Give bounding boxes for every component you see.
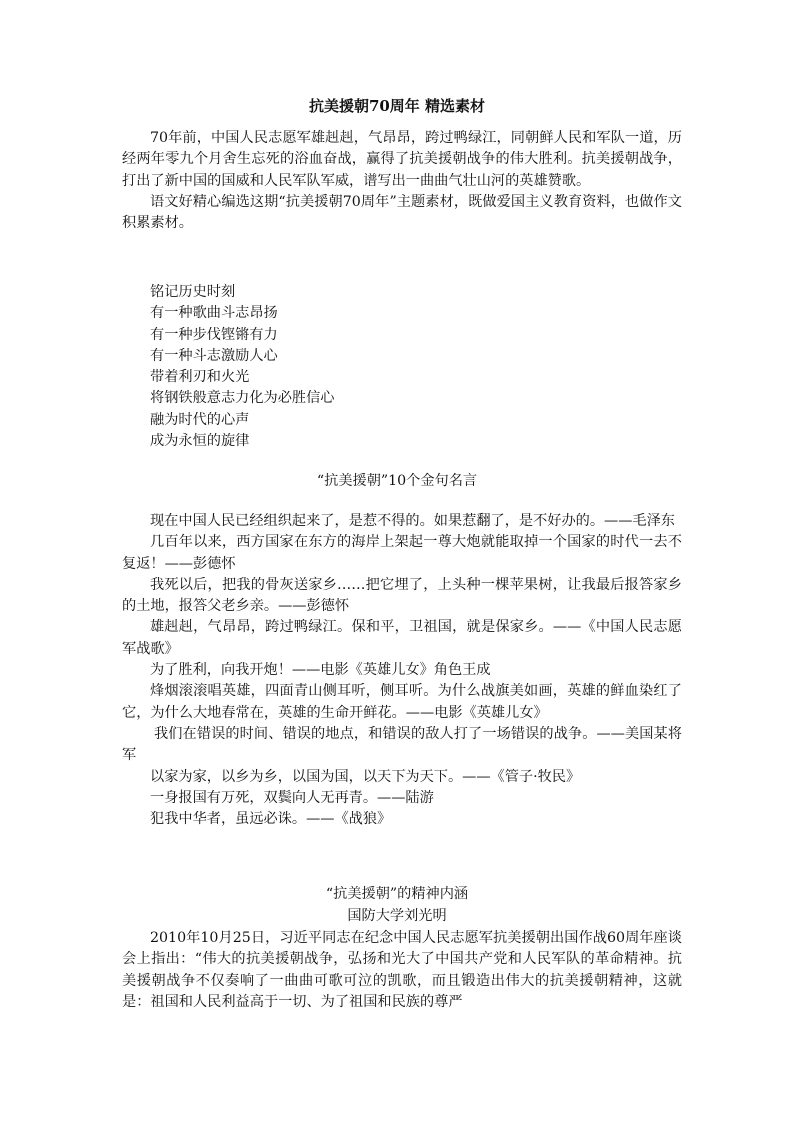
intro-paragraph: 语文好精心编选这期“抗美援朝70周年”主题素材，既做爱国主义教育资料，也做作文积累素材。 [122,193,682,232]
quote-item: 一身报国有万死，双鬓向人无再青。——陆游 [150,789,434,806]
quote-item: 我死以后，把我的骨灰送家乡……把它埋了，上头种一棵苹果树，让我最后报答家乡的土地，报答父老乡亲。——彭德怀 [122,576,682,615]
poem-line: 有一种斗志激励人心 [150,347,278,364]
intro-paragraph: 70年前，中国人民志愿军雄赳赳，气昂昂，跨过鸭绿江，同朝鲜人民和军队一道，历经两年零九个月舍生忘死的浴血奋战，赢得了抗美援朝战争的伟大胜利。抗美援朝战争，打出了新中国的国威和人民军队军威，谱写出一曲曲气壮山河的英雄赞歌。 [122,130,682,189]
poem-line: 融为时代的心声 [150,411,250,428]
quote-item: 烽烟滚滚唱英雄，四面青山侧耳听，侧耳听。为什么战旗美如画，英雄的鲜血染红了它，为什么大地春常在，英雄的生命开鲜花。——电影《英雄儿女》 [122,683,682,721]
spirit-section [122,928,682,1013]
poem-block [150,282,334,452]
spirit-heading: “抗美援朝”的精神内涵 [325,886,469,902]
poem-line: 铭记历史时刻 [150,284,236,300]
poem-line: 有一种步伐铿锵有力 [150,326,278,343]
quotes-section [122,511,682,830]
spirit-paragraph: 2010年10月25日，习近平同志在纪念中国人民志愿军抗美援朝出国作战60周年座谈会上指出：“伟大的抗美援朝战争，弘扬和光大了中国共产党和人民军队的革命精神。抗美援朝战争不仅奏响了一曲曲可歌可泣的凯歌，而且锻造出伟大的抗美援朝精神，这就是：祖国和人民利益高于一切、为了祖国和民族的尊严 [122,930,682,1010]
quote-item: 雄赳赳，气昂昂，跨过鸭绿江。保和平，卫祖国，就是保家乡。——《中国人民志愿军战歌》 [122,619,682,657]
quote-item: 犯我中华者，虽远必诛。——《战狼》 [150,811,392,828]
quote-item: 以家为家，以乡为乡，以国为国，以天下为天下。——《管子·牧民》 [150,768,581,785]
poem-line: 有一种歌曲斗志昂扬 [150,305,278,322]
quotes-heading: “抗美援朝”10个金句名言 [316,473,478,489]
quote-item: 现在中国人民已经组织起来了，是惹不得的。如果惹翻了，是不好办的。——毛泽东 [150,513,675,529]
quote-item: 几百年以来，西方国家在东方的海岸上架起一尊大炮就能取掉一个国家的时代一去不复返！——彭德怀 [122,534,682,572]
poem-line: 成为永恒的旋律 [150,433,250,450]
intro-section [122,128,682,234]
quote-item: 为了胜利，向我开炮！——电影《英雄儿女》角色王成 [150,662,491,679]
quote-item: 我们在错误的时间、错误的地点，和错误的敌人打了一场错误的战争。——美国某将军 [122,725,682,764]
poem-line: 带着利刃和火光 [150,369,250,386]
poem-line: 将钢铁般意志力化为必胜信心 [150,390,335,407]
spirit-author: 国防大学刘光明 [347,908,447,924]
document-title: 抗美援朝70周年 精选素材 [308,97,486,115]
